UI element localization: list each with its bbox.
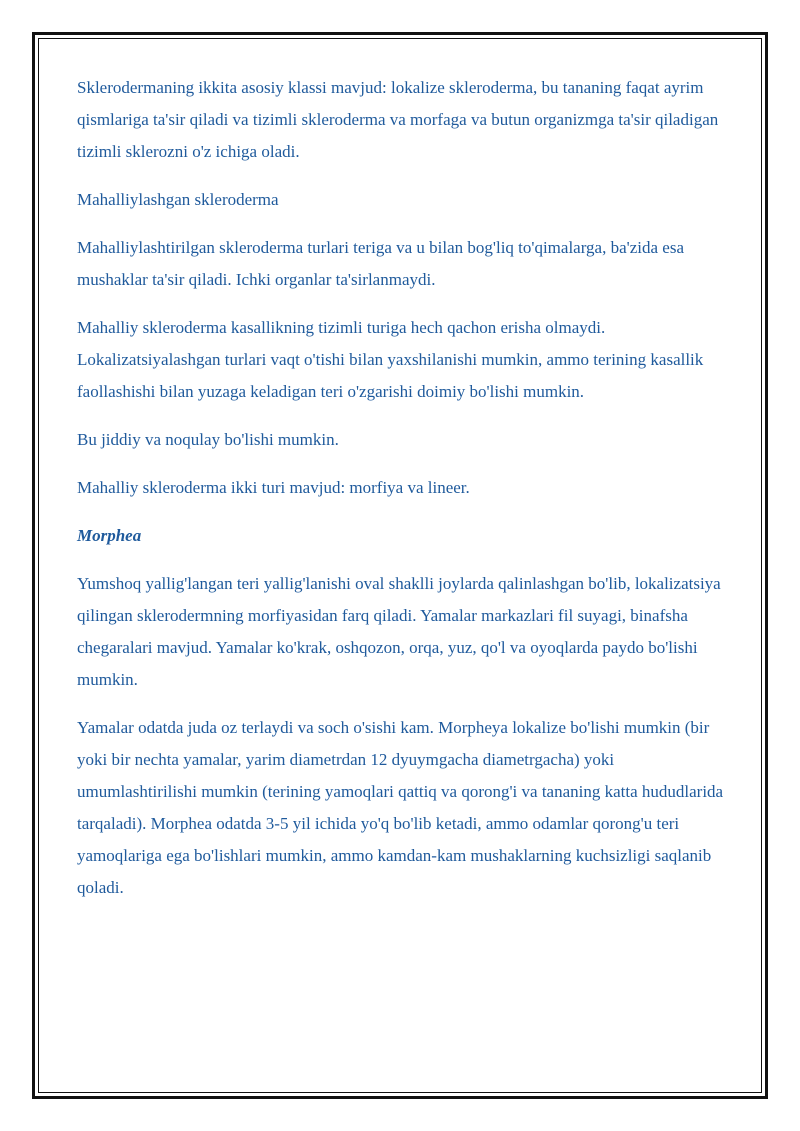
paragraph-intro: Sklerodermaning ikkita asosiy klassi mavjud: lokalize skleroderma, bu tananing faqat ayrim qismlariga ta'sir qiladi va tizimli skleroderma va morfaga va butun organizmga ta'sir qiladigan tizimli sklerozni o'z ichiga oladi. — [77, 78, 719, 161]
section-heading-morphea: Morphea — [77, 526, 142, 545]
paragraph-localized-types: Mahalliylashtirilgan skleroderma turlari teriga va u bilan bog'liq to'qimalarga, ba'zida esa mushaklar ta'sir qiladi. Ichki organlar ta'sirlanmaydi. — [77, 238, 684, 289]
paragraph-two-types: Mahalliy skleroderma ikki turi mavjud: morfiya va lineer. — [77, 478, 470, 497]
paragraph-morphea-course: Yamalar odatda juda oz terlaydi va soch o'sishi kam. Morpheya lokalize bo'lishi mumkin (bir yoki bir nechta yamalar, yarim diametrdan 12 dyuymgacha diametrgacha) yoki umumlashtirilishi mumkin (terining yamoqlari qattiq va qorong'i va tananing katta hududlarida tarqaladi). Morphea odatda 3-5 yil ichida yo'q bo'lib ketadi, ammo odamlar qorong'u teri yamoqlariga ega bo'lishlari mumkin, ammo kamdan-kam mushaklarning kuchsizligi saqlanib qoladi. — [77, 718, 724, 897]
paragraph-morphea-description: Yumshoq yallig'langan teri yallig'lanishi oval shaklli joylarda qalinlashgan bo'lib, lokalizatsiya qilingan sklerodermning morfiyasidan farq qiladi. Yamalar markazlari fil suyagi, binafsha chegaralari mavjud. Yamalar ko'krak, oshqozon, orqa, yuz, qo'l va oyoqlarda paydo bo'lishi mumkin. — [77, 574, 721, 689]
document-body — [77, 72, 725, 920]
paragraph-subtitle: Mahalliylashgan skleroderma — [77, 190, 279, 209]
paragraph-serious: Bu jiddiy va noqulay bo'lishi mumkin. — [77, 430, 339, 449]
paragraph-local-course: Mahalliy skleroderma kasallikning tizimli turiga hech qachon erisha olmaydi. Lokalizatsiyalashgan turlari vaqt o'tishi bilan yaxshilanishi mumkin, ammo terining kasallik faollashishi bilan yuzaga keladigan teri o'zgarishi doimiy bo'lishi mumkin. — [77, 318, 704, 401]
